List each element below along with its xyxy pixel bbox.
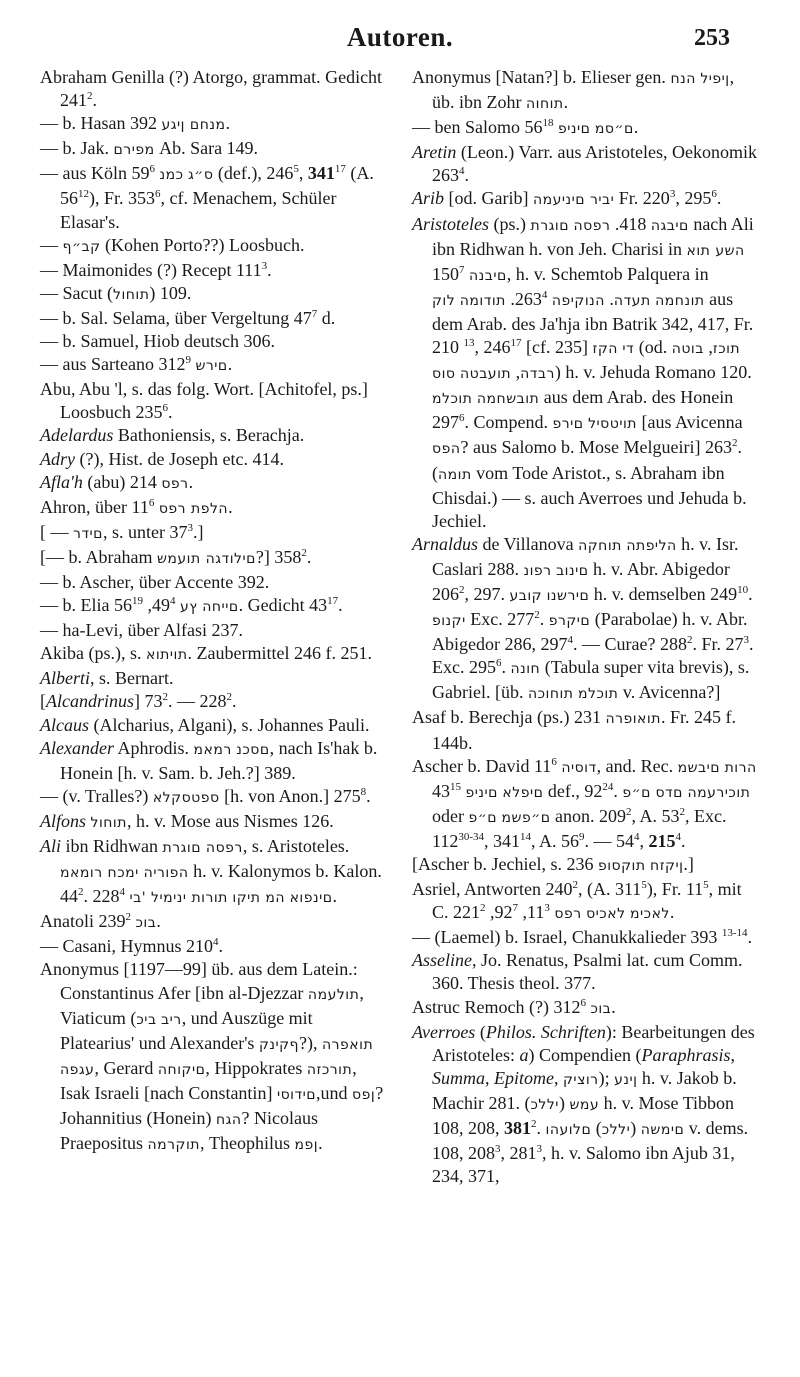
hebrew-title: הפוריה ימכח רומאמ	[60, 865, 189, 882]
hebrew-title: םיניפ	[558, 121, 591, 138]
hebrew-title: תוחול	[90, 814, 127, 831]
index-entry: — (Laemel) b. Israel, Chanukkalieder 393 $^{13-14}$.	[412, 927, 753, 948]
hebrew-title: לאכיס	[586, 906, 626, 923]
index-entry: Abu, Abu 'l, s. das folg. Wort. [Achitofel, ps.] Loosbuch $235^6$.	[40, 379, 368, 423]
hebrew-title: תוכלמ	[432, 391, 473, 408]
superscript-ref: 3	[536, 1143, 542, 1156]
index-entry: Afla'h (abu) רפס 214.	[40, 471, 194, 492]
hebrew-title: םירשנו	[546, 587, 590, 604]
hebrew-title: בוטה	[671, 341, 704, 358]
left-column	[40, 66, 384, 1157]
superscript-ref: 6	[149, 163, 155, 176]
hebrew-title: בוכ	[590, 1000, 612, 1017]
hebrew-title: תוחוה	[526, 96, 564, 113]
index-entry: Anatoli בוכ $239^2$ .	[40, 911, 161, 932]
superscript-ref: 2	[125, 911, 131, 924]
hebrew-title: תוחוכה	[527, 686, 574, 703]
hebrew-title: הפס	[432, 441, 461, 458]
index-entry: — Maimonides (?) Recept $111^3$.	[40, 259, 272, 280]
superscript-ref: 3	[495, 1143, 501, 1156]
hebrew-title: עמש	[569, 1096, 600, 1113]
index-entry: Alexander Aphrodis. םסכנ רמאמ , nach Is'hak b. Honein [h. v. Sam. b. Jeh.?] 389.	[40, 737, 378, 783]
hebrew-title: הקז	[592, 341, 618, 358]
hebrew-title: תוכז	[712, 341, 741, 358]
index-entry: Alcaus (Alcharius, Algani), s. Johannes Pauli.	[40, 714, 370, 735]
superscript-ref: 18	[542, 117, 554, 130]
superscript-ref: 13-14	[721, 927, 748, 940]
index-entry: [Alcandrinus] $73^2$. — $228^2$.	[40, 691, 237, 712]
hebrew-title: רפסה	[573, 217, 611, 234]
index-entry: Asriel, Antworten $240^2$, (A. $311^5$), Fr. $11^5$, mit C. לאכימ לאכיס רפס $11^3$, $92^7$, $221^2$ .	[412, 879, 742, 923]
index-entry: Aristoteles (ps.) םיבגה 418. רפסה םוגרת nach Ali ibn Ridhwan h. von Jeh. Charisi in השע תוא םיבנה $150^7$ , h. v. Schemtob Palquera in תונחמה תעדה. הנוקיפה $263^4$. תודומה לוק aus dem Arab. des Ja'hja ibn Batrik 342, 417, Fr. 210 $^{13}$, $246^{17}$ [cf. 235] די הקז (od. תוכז, בוטה רבדה, תועבטה סוס ) h. v. Jehuda Romano 120. תובשחמה תוכלמ aus dem Arab. des Honein $297^6$. Compend. תויטסיל םירפ [aus Avicenna הפס? aus Salomo b. Mose Melgueiri] $263^2$. (תומה vom Tode Aristot., s. Abraham ibn Chisdai.) — s. auch Averroes und Jehuda b. Jechiel.	[412, 213, 754, 531]
superscript-ref: 6	[459, 412, 465, 425]
hebrew-title: תואופרה	[605, 711, 661, 728]
superscript-ref: 2	[534, 609, 540, 622]
superscript-ref: 4	[567, 634, 573, 647]
hebrew-title: ספטסקלא	[152, 789, 220, 806]
superscript-ref: 2	[301, 546, 307, 559]
hebrew-title: די	[622, 341, 635, 358]
hebrew-title: ם״פשמ	[501, 809, 551, 826]
superscript-ref: 14	[520, 830, 532, 843]
hebrew-title: לוק	[432, 292, 456, 309]
hebrew-title: קב״ף	[62, 238, 101, 255]
hebrew-title: יללכ	[530, 1096, 559, 1113]
superscript-ref: 6	[162, 402, 168, 415]
index-entry: — קב״ף (Kohen Porto??) Loosbuch.	[40, 234, 305, 255]
hebrew-title: המ תיקו	[232, 890, 286, 907]
superscript-ref: 9	[579, 830, 585, 843]
hebrew-title: םיבנה	[469, 267, 507, 284]
hebrew-title: ןפס	[352, 1086, 376, 1103]
superscript-ref: 10	[737, 583, 749, 596]
index-entry: [Ascher b. Jechiel, s. ןיקזח תוקסופ 236.]	[412, 854, 694, 874]
hebrew-title: םילודגה תועמש	[156, 550, 256, 567]
hebrew-title: ןיפיל	[700, 71, 730, 87]
hebrew-title: םוגרת	[530, 217, 569, 234]
index-entry: Asaf b. Berechja (ps.) תואופרה 231. Fr. 245 f. 144b.	[412, 707, 736, 753]
hebrew-title: תוקרמה	[147, 1137, 201, 1154]
index-entry: Abraham Genilla (?) Atorgo, grammat. Gedicht $241^2$.	[40, 67, 383, 111]
hebrew-title: םידר	[73, 525, 103, 542]
hebrew-title: תומה	[438, 466, 472, 483]
hebrew-title: םדס	[655, 784, 683, 801]
hebrew-title: ףקינק	[258, 1036, 300, 1053]
hebrew-title: הנוקיפה	[551, 292, 605, 309]
superscript-ref: 6	[148, 496, 155, 509]
hebrew-title: ס״ג	[188, 167, 214, 184]
hebrew-title: םלועהו	[545, 1122, 592, 1139]
superscript-ref: 4	[675, 830, 682, 843]
index-entry: Asseline, Jo. Renatus, Psalmi lat. cum Comm. 360. Thesis theol. 377.	[412, 950, 743, 994]
superscript-ref: 2	[480, 902, 486, 915]
superscript-ref: 6	[155, 188, 161, 201]
hebrew-title: רפס	[161, 475, 189, 492]
index-entry: — b. Ascher, über Accente 392.	[40, 571, 270, 592]
hebrew-title: ריב	[161, 1011, 182, 1028]
superscript-ref: 2	[626, 805, 632, 818]
hebrew-title: ןיקזח	[650, 858, 684, 874]
hebrew-title: הרות	[724, 759, 757, 776]
hebrew-title: םירש	[195, 358, 228, 375]
superscript-ref: 3	[669, 188, 676, 201]
index-entry: Arib [od. Garib] יביר םיניעמה Fr. $220^3$, $295^6$.	[412, 188, 722, 209]
hebrew-title: תודומה	[459, 292, 506, 309]
superscript-ref: 17	[510, 337, 522, 350]
superscript-ref: 5	[293, 163, 299, 176]
page-header	[70, 14, 730, 54]
superscript-ref: 8	[360, 785, 367, 798]
index-entry: Anonymus [Natan?] b. Elieser gen. ןיפיל הנח , üb. ibn Zohr תוחוה.	[412, 67, 735, 113]
index-entry: — Casani, Hymnus $210^4$.	[40, 936, 223, 957]
index-entry: — (v. Tralles?) ספטסקלא [h. von Anon.] $275^8$.	[40, 785, 371, 806]
superscript-ref: 2	[78, 886, 84, 899]
index-entry: — Sacut (תוחול) 109.	[40, 282, 192, 303]
hebrew-title: ם״פ	[622, 784, 651, 801]
hebrew-title: דוסיה	[561, 759, 597, 776]
hebrew-title: םיבשמ	[677, 759, 721, 776]
hebrew-title: תוחול	[112, 286, 150, 303]
hebrew-title: תורות ינימיל 'בי	[129, 890, 228, 907]
hebrew-title: השע תוא	[686, 242, 745, 259]
index-entry: Averroes (Philos. Schriften): Bearbeitungen des Aristoteles: a) Compendien (Paraphrasis, Summa, Epitome, רוציק); ןינע h. v. Jakob b. Machir 281. עמש (יללכ) h. v. Mose Tibbon 108, 208, $381^2$. םימשה (יללכ) םלועהו v. dems. 108, $208^3$, $281^3$, h. v. Salomo ibn Ajub 31, 234, 371,	[412, 1021, 755, 1187]
superscript-ref: 17	[334, 163, 346, 176]
superscript-ref: 2	[679, 805, 686, 818]
hebrew-title: םייחה ץע	[180, 599, 239, 616]
index-entry: — b. Hasan מנחם ןיגע 392.	[40, 113, 230, 134]
hebrew-title: םידוסי	[276, 1086, 317, 1103]
superscript-ref: 2	[162, 691, 168, 704]
superscript-ref: 2	[731, 437, 738, 450]
hebrew-title: תוקסופ	[597, 858, 646, 874]
page-number: 253	[694, 25, 730, 51]
hebrew-title: ןינע	[614, 1071, 638, 1088]
index-entry: Ascher b. David דוסיה $11^6$ , and. Rec. הרות םיבשמ םיפלא םיניפ $43^{15}$ def., $92^{24}$. תוכירעמה םדס ם״פ oder ם״פשמ ם״פ anon. $209^2$, A. $53^2$, Exc. 112$^{30-34}$, $341^{14}$, A. $56^9$. — $54^4$, $215^4$.	[412, 755, 757, 851]
hebrew-title: תוכלמ	[578, 686, 619, 703]
hebrew-title: הליפתה	[626, 537, 677, 554]
hebrew-title: סוס	[432, 366, 456, 383]
hebrew-title: תעדה	[613, 292, 651, 309]
hebrew-title: הנח	[670, 71, 696, 87]
superscript-ref: 19	[132, 595, 143, 608]
hebrew-title: תועבטה	[459, 366, 512, 383]
superscript-ref: 2	[87, 90, 93, 103]
index-entry: Arnaldus de Villanova הליפתה תוחקה h. v. Isr. Caslari 288. םינוב רפונ h. v. Abr. Abigedor $206^2$, 297. םירשנו קובע h. v. demselben $249^{10}$. יקנופ Exc. $277^2$. םיקרפ (Parabolae) h. v. Abr. Abigedor 286, $297^4$. — Curae? $288^2$. Fr. $27^3$. Exc. $295^6$. חונה (Tabula super vita brevis), s. Gabriel. [üb. תוכלמ תוחוכה v. Avicenna?]	[412, 533, 754, 703]
hebrew-title: םינוב	[556, 562, 589, 579]
index-entry: — b. Elia םייחה ץע $49^4$, $56^{19}$ . Gedicht $43^{17}$.	[40, 595, 343, 616]
superscript-ref: 6	[580, 996, 586, 1009]
superscript-ref: 6	[495, 657, 502, 670]
hebrew-title: םימשה	[640, 1122, 685, 1139]
hebrew-title: רוציק	[563, 1071, 599, 1088]
hebrew-title: יקנופ	[432, 613, 466, 630]
hebrew-title: תוכירעמה	[687, 784, 751, 801]
hebrew-title: תונחמה	[655, 292, 705, 309]
index-entry: Ali ibn Ridhwan רפסה םוגרת, s. Aristoteles. הפוריה ימכח רומאמ h. v. Kalonymos b. Kalon. $44^2$. םינפוא המ תיקו תורות ינימיל 'בי $228^4$ .	[40, 836, 382, 907]
superscript-ref: 7	[512, 902, 519, 915]
hebrew-title: תוחקה	[578, 537, 622, 554]
hebrew-title: מפירם	[113, 142, 155, 159]
hebrew-title: םיקרפ	[548, 613, 591, 630]
hebrew-title: מנחם ןיגע	[161, 117, 226, 134]
hebrew-title: םירפ	[552, 416, 584, 433]
hebrew-title: ביכ	[136, 1011, 157, 1028]
index-entry: Aretin (Leon.) Varr. aus Aristoteles, Oekonomik $263^4$.	[412, 142, 757, 186]
superscript-ref: 4	[213, 936, 219, 949]
hebrew-title: תואפרה	[322, 1036, 374, 1053]
hebrew-title: תולעמה	[307, 986, 360, 1003]
hebrew-title: םיפלא	[502, 784, 544, 801]
superscript-ref: 24	[602, 780, 614, 793]
hebrew-title: יביר םיניעמה	[533, 192, 615, 209]
hebrew-title: קובע	[509, 587, 543, 604]
superscript-ref: 4	[119, 886, 125, 899]
hebrew-title: תובשחמה	[476, 391, 540, 408]
running-title: Autoren.	[346, 22, 454, 52]
index-entry: Adry (?), Hist. de Joseph etc. 414.	[40, 448, 284, 469]
index-entry: — aus Sarteano םירש $312^9$ .	[40, 354, 233, 375]
hebrew-title: בוכ	[135, 915, 157, 932]
hebrew-title: לאכימ	[630, 906, 670, 923]
hebrew-title: הגח	[215, 1112, 242, 1129]
hebrew-title: ם״סמ	[594, 121, 634, 138]
hebrew-title: הלפת רפס	[158, 500, 229, 517]
index-entry: Ahron, über הלפת רפס $11^6$ .	[40, 496, 233, 517]
superscript-ref: 2	[686, 634, 693, 647]
hebrew-title: רמאמ	[193, 741, 232, 758]
hebrew-title: רפס	[554, 906, 582, 923]
index-entry: [— b. Abraham םילודגה תועמש?] $358^2$.	[40, 546, 312, 567]
superscript-ref: 30-34	[458, 830, 485, 843]
superscript-ref: 7	[311, 307, 318, 320]
hebrew-title: יללכ	[601, 1122, 631, 1139]
superscript-ref: 7	[459, 263, 465, 276]
superscript-ref: 4	[634, 830, 640, 843]
superscript-ref: 4	[459, 165, 465, 178]
hebrew-title: רפונ	[523, 562, 552, 579]
hebrew-title: ןפמ	[294, 1137, 319, 1154]
hebrew-title: ם״פ	[468, 809, 498, 826]
hebrew-title: רפסה םוגרת	[162, 840, 243, 856]
superscript-ref: 2	[226, 691, 232, 704]
hebrew-title: רבדה	[520, 366, 555, 383]
superscript-ref: 17	[327, 595, 339, 608]
index-entry: Anonymus [1197—99] üb. aus dem Latein.: Constantinus Afer [ibn al-Djezzar תולעמה, Viaticum ( ריב ביכ , und Auszüge mit Platearius' und Alexander's ףקינק?), תואפרה עגפה, Gerard םיקוחה, Hippokrates תורכזה, Isak Israeli [nach Constantin] םידוסי,und ןפס? Johannitius (Honein) הגח? Nicolaus Praepositus תוקרמה, Theophilus ןפמ.	[40, 959, 384, 1154]
superscript-ref: 6	[711, 188, 717, 201]
index-entry: [ — םידר, s. unter $37^3$.]	[40, 521, 204, 542]
index-entry: Adelardus Bathoniensis, s. Berachja.	[40, 425, 305, 446]
index-entry: Astruc Remoch (?) בוכ $312^6$ .	[412, 996, 616, 1017]
superscript-ref: 5	[641, 879, 647, 892]
index-entry: Akiba (ps.), s. תויתוא. Zaubermittel 246 f. 251.	[40, 643, 372, 664]
superscript-ref: 5	[703, 879, 709, 892]
superscript-ref: 9	[185, 354, 191, 367]
hebrew-title: םינפוא	[289, 890, 333, 907]
index-entry: — b. Sal. Selama, über Vergeltung $47^7$ d.	[40, 307, 336, 328]
superscript-ref: 2	[459, 583, 465, 596]
superscript-ref: 3	[261, 259, 268, 272]
index-entry: Alfons תוחול, h. v. Mose aus Nismes 126.	[40, 810, 334, 831]
index-entry: — ha-Levi, über Alfasi 237.	[40, 620, 243, 641]
right-column	[412, 66, 758, 1188]
superscript-ref: 15	[450, 780, 461, 793]
superscript-ref: 2	[572, 879, 578, 892]
index-entry: Alberti, s. Bernart.	[40, 668, 174, 689]
index-entry: — b. Samuel, Hiob deutsch 306.	[40, 331, 275, 352]
superscript-ref: 12	[78, 188, 89, 201]
hebrew-title: עגפה	[60, 1061, 95, 1078]
hebrew-title: כמנ	[159, 167, 184, 184]
superscript-ref: 2	[531, 1118, 537, 1131]
hebrew-title: חונה	[510, 661, 541, 678]
superscript-ref: 3	[544, 902, 550, 915]
hebrew-title: תויתוא	[146, 647, 188, 664]
index-entry: — ben Salomo ם״סמ םיניפ $56^{18}$ .	[412, 117, 639, 138]
hebrew-title: תויטסיל	[588, 416, 637, 433]
hebrew-title: םיבגה	[650, 217, 689, 234]
hebrew-title: םסכנ	[236, 741, 270, 758]
superscript-ref: 3	[187, 521, 193, 534]
superscript-ref: 4	[541, 288, 548, 301]
index-entry: — aus Köln ס״ג כמנ $59^6$ (def.), $246^5$, $341^{17}$ (A. $56^{12}$), Fr. $353^6$, cf. Menachem, Schüler Elasar's.	[40, 163, 374, 232]
index-entry: — b. Jak. מפירם Ab. Sara 149.	[40, 138, 259, 159]
hebrew-title: םיקוחה	[157, 1061, 206, 1078]
superscript-ref: 13	[463, 337, 475, 350]
hebrew-title: םיניפ	[465, 784, 498, 801]
superscript-ref: 4	[170, 595, 176, 608]
superscript-ref: 6	[551, 755, 557, 768]
superscript-ref: 3	[743, 634, 749, 647]
hebrew-title: תורכזה	[306, 1061, 353, 1078]
